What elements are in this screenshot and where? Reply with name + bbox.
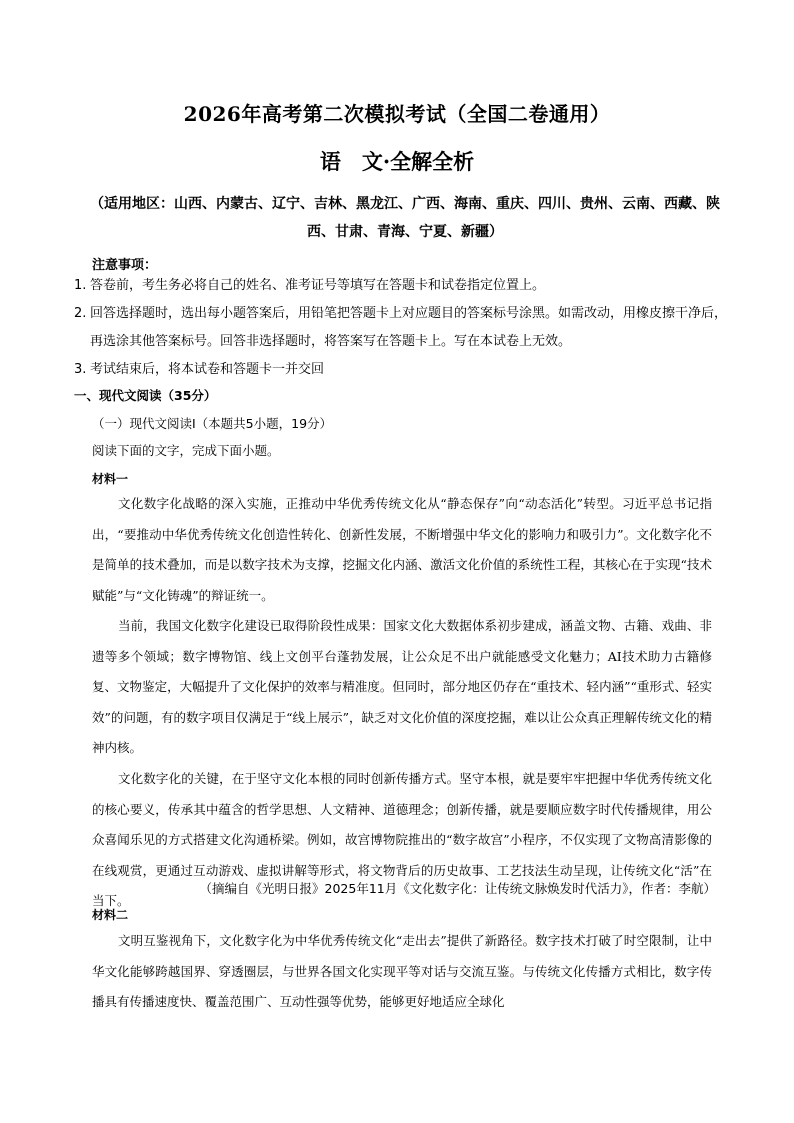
note-text: 考试结束后，将本试卷和答题卡一并交回 (90, 362, 325, 377)
material1-paragraph-3: 文化数字化的关键，在于坚守文化本根的同时创新传播方式。坚守本根，就是要牢牢把握中华优秀传统文化的核心要义，传承其中蕴含的哲学思想、人文精神、道德理念；创新传播，就是要顺应数字时代传播规律，用公众喜闻乐见的方式搭建文化沟通桥梁。例如，故宫博物院推出的“数字故宫”小程序，不仅实现了文物高清影像的在线观赏，更通过互动游戏、虚拟讲解等形式，将文物背后的历史故事、工艺技法生动呈现，让传统文化“活”在当下。 (92, 771, 712, 908)
material1-source: （摘编自《光明日报》2025年11月《文化数字化：让传统文脉焕发时代活力》，作者：李航） (199, 881, 716, 896)
material1-paragraph-2: 当前，我国文化数字化建设已取得阶段性成果：国家文化大数据体系初步建成，涵盖文物、古籍、戏曲、非遗等多个领域；数字博物馆、线上文创平台蓬勃发展，让公众足不出户就能感受文化魅力；AI技术助力古籍修复、文物鉴定，大幅提升了文化保护的效率与精准度。但同时，部分地区仍存在“重技术、轻内涵”“重形式、轻实效”的问题，有的数字项目仅满足于“线上展示”，缺乏对文化价值的深度挖掘，难以让公众真正理解传统文化的精神内核。 (92, 618, 712, 755)
subsection-heading: （一）现代文阅读Ⅰ（本题共5小题，19分） (92, 416, 333, 431)
applicable-regions: （适用地区：山西、内蒙古、辽宁、吉林、黑龙江、广西、海南、重庆、四川、贵州、云南、西藏、陕西、甘肃、青海、宁夏、新疆） (90, 196, 720, 240)
material-label: 材料一 (92, 472, 129, 486)
exam-subtitle: 语 文·全解全析 (319, 149, 475, 174)
exam-title: 2026年高考第二次模拟考试（全国二卷通用） (183, 102, 611, 126)
note-text: 答卷前，考生务必将自己的姓名、准考证号等填写在答题卡和试卷指定位置上。 (90, 278, 546, 293)
note-item-1 (74, 272, 734, 300)
note-item-2 (74, 300, 734, 356)
note-text: 回答选择题时，选出每小题答案后，用铅笔把答题卡上对应题目的答案标号涂黑。如需改动，用橡皮擦干净后，再选涂其他答案标号。回答非选择题时，将答案写在答题卡上。写在本试卷上无效。 (90, 306, 728, 349)
notes-heading: 注意事项： (92, 258, 158, 273)
material-label: 材料二 (92, 908, 129, 922)
material2-paragraph-1: 文明互鉴视角下，文化数字化为中华优秀传统文化“走出去”提供了新路径。数字技术打破了时空限制，让中华文化能够跨越国界、穿透圈层，与世界各国文化实现平等对话与交流互鉴。与传统文化传播方式相比，数字传播具有传播速度快、覆盖范围广、互动性强等优势，能够更好地适应全球化 (92, 933, 712, 1009)
note-number: 1. (74, 278, 87, 293)
note-item-3 (74, 356, 734, 384)
material1-paragraph-1: 文化数字化战略的深入实施，正推动中华优秀传统文化从“静态保存”向“动态活化”转型。习近平总书记指出，“要推动中华优秀传统文化创造性转化、创新性发展，不断增强中华文化的影响力和吸引力”。文化数字化不是简单的技术叠加，而是以数字技术为支撑，挖掘文化内涵、激活文化价值的系统性工程，其核心在于实现“技术赋能”与“文化铸魂”的辩证统一。 (92, 496, 712, 603)
section-heading: 一、现代文阅读（35分） (74, 388, 217, 403)
note-number: 2. (74, 306, 87, 321)
note-number: 3. (74, 362, 87, 377)
reading-instruction: 阅读下面的文字，完成下面小题。 (92, 443, 280, 458)
